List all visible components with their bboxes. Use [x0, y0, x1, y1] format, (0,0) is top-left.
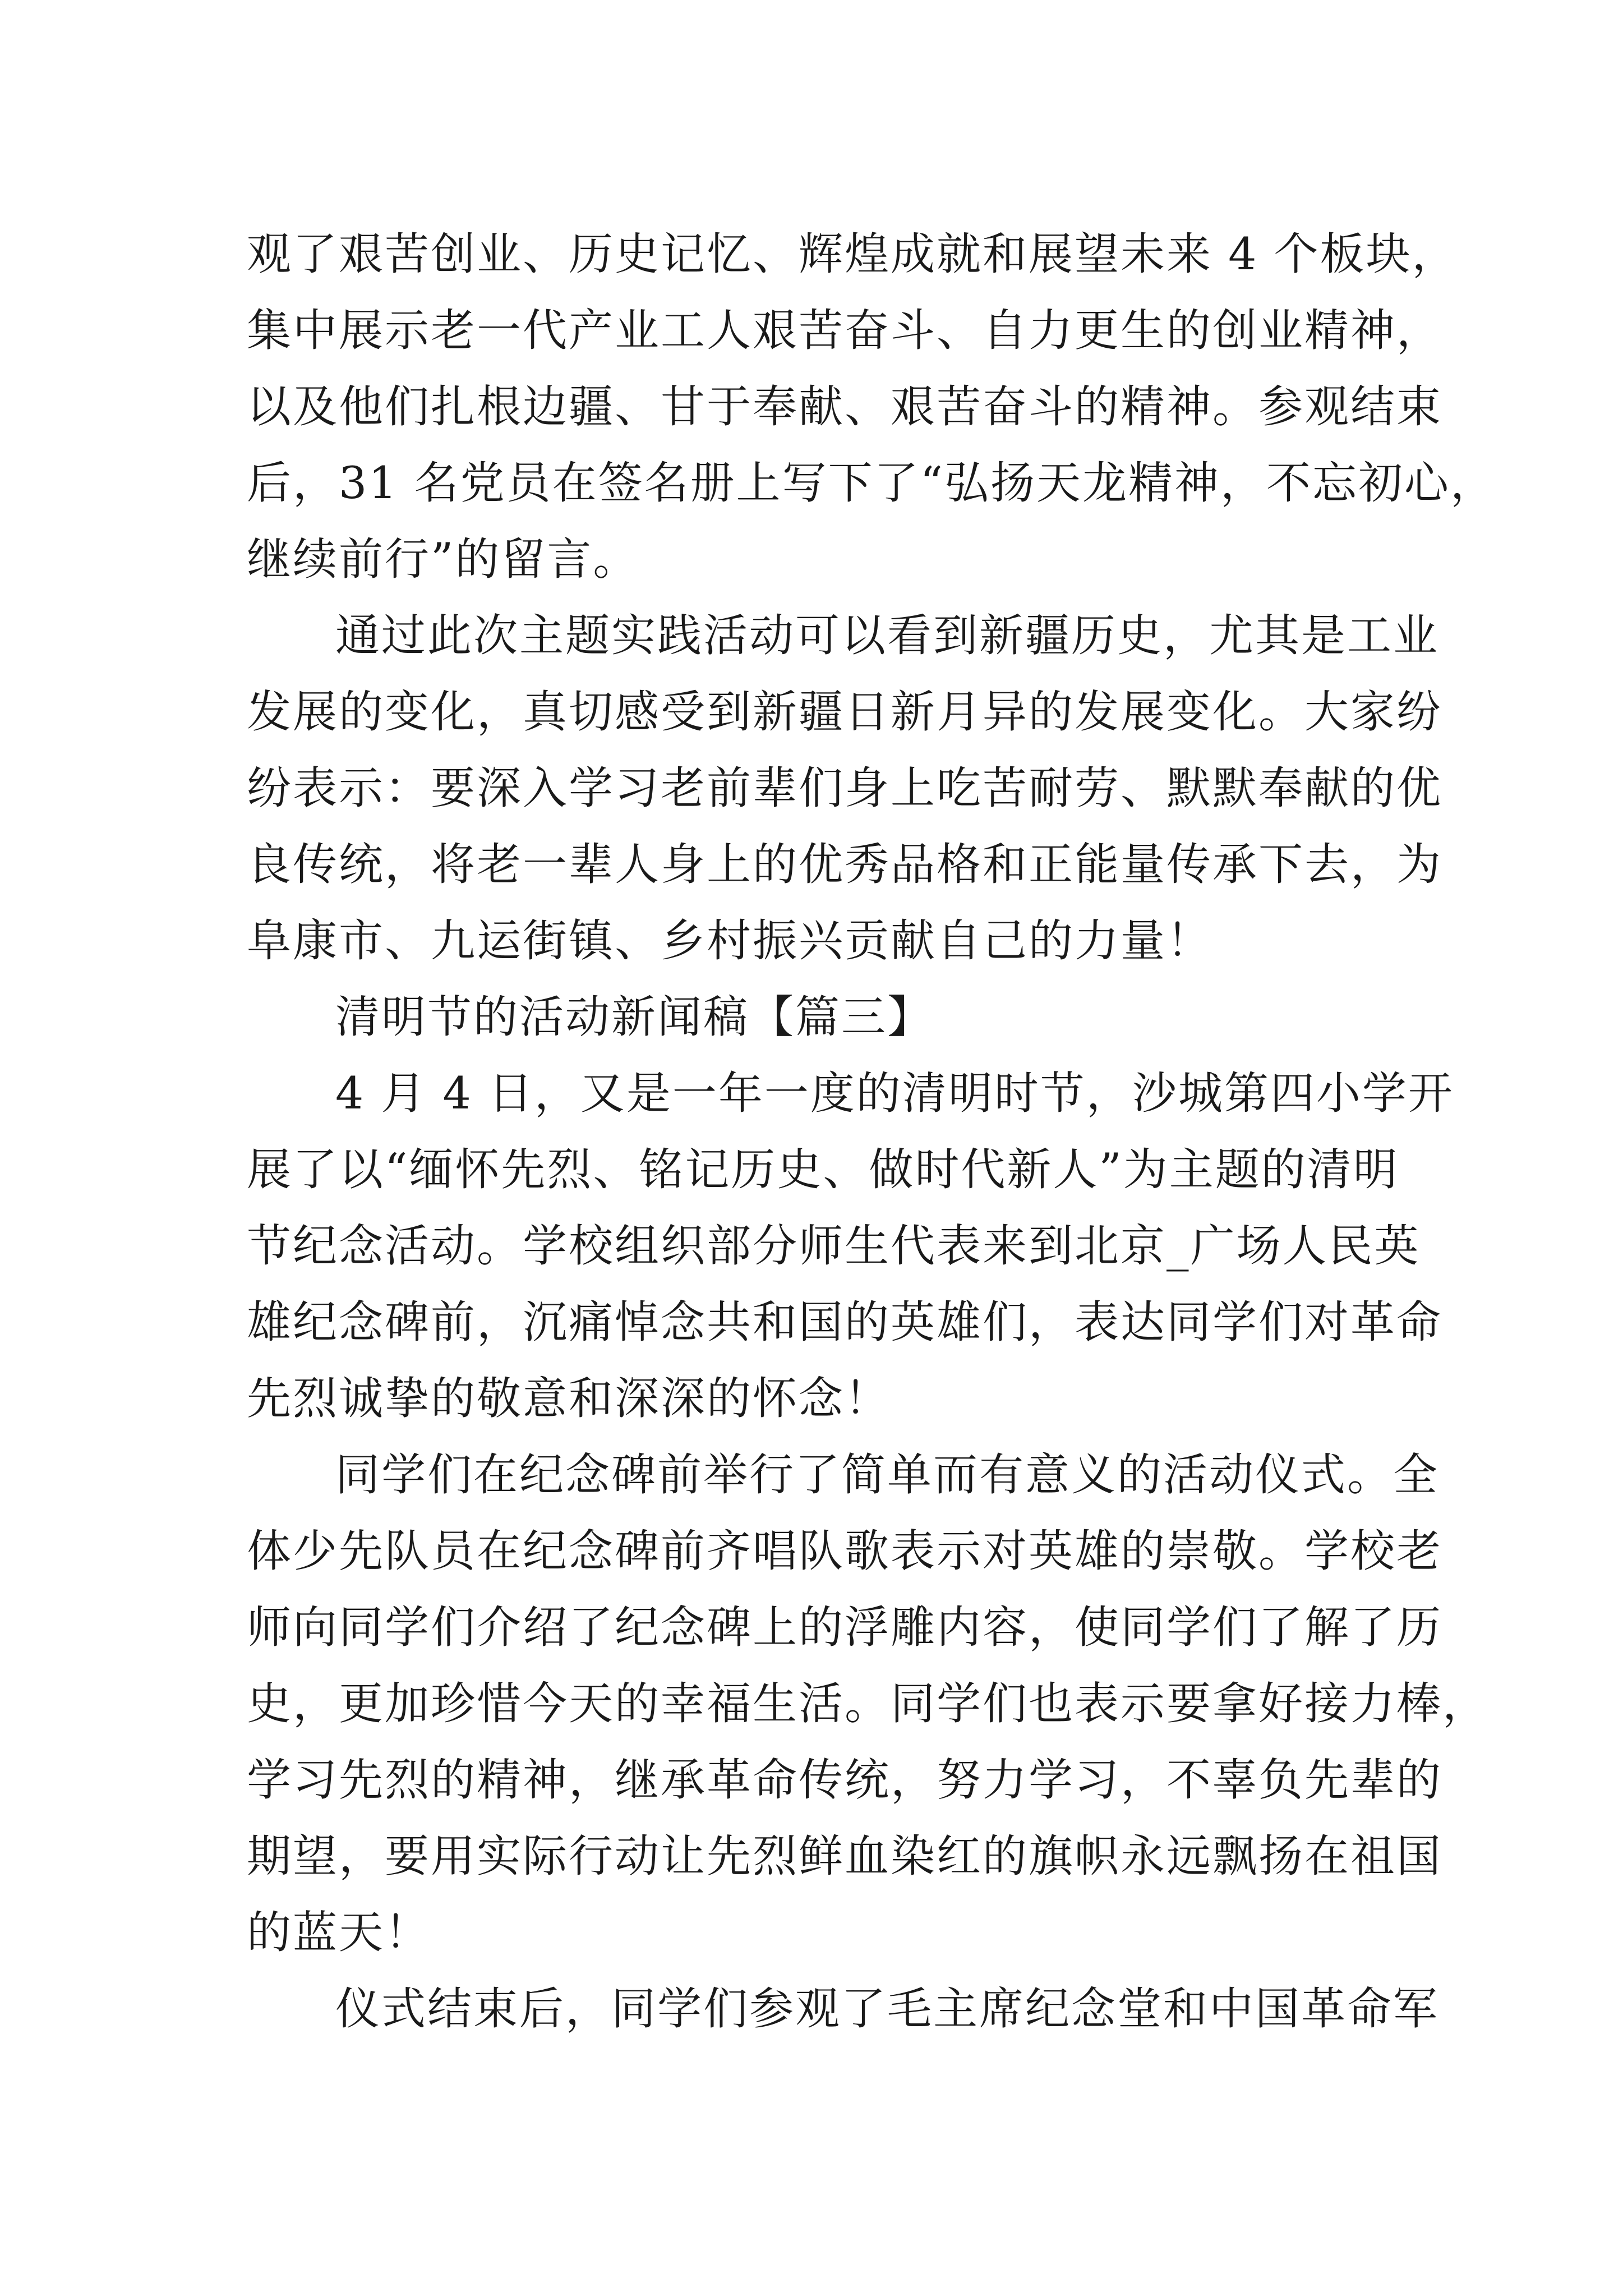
paragraph-line: 集中展示老一代产业工人艰苦奋斗、自力更生的创业精神，	[247, 305, 1442, 356]
paragraph-line: 史，更加珍惜今天的幸福生活。同学们也表示要拿好接力棒，	[247, 1678, 1488, 1729]
paragraph-line: 发展的变化，真切感受到新疆日新月异的发展变化。大家纷	[247, 686, 1442, 738]
paragraph-line: 良传统，将老一辈人身上的优秀品格和正能量传承下去，为	[247, 839, 1442, 890]
paragraph-line: 阜康市、九运街镇、乡村振兴贡献自己的力量！	[247, 915, 1212, 967]
paragraph-line: 期望，要用实际行动让先烈鲜血染红的旗帜永远飘扬在祖国	[247, 1830, 1442, 1882]
section-heading: 清明节的活动新闻稿【篇三】	[335, 991, 933, 1043]
paragraph-first-line: 仪式结束后，同学们参观了毛主席纪念堂和中国革命军	[335, 1983, 1439, 2035]
paragraph-line: 展了以“缅怀先烈、铭记历史、做时代新人”为主题的清明	[247, 1144, 1399, 1195]
paragraph-line: 节纪念活动。学校组织部分师生代表来到北京_广场人民英	[247, 1220, 1421, 1272]
paragraph-line: 观了艰苦创业、历史记忆、辉煌成就和展望未来 4 个板块，	[247, 228, 1458, 280]
paragraph-line: 师向同学们介绍了纪念碑上的浮雕内容，使同学们了解了历	[247, 1602, 1442, 1653]
paragraph-line: 纷表示：要深入学习老前辈们身上吃苦耐劳、默默奉献的优	[247, 762, 1442, 814]
paragraph-first-line: 同学们在纪念碑前举行了简单而有意义的活动仪式。全	[335, 1449, 1439, 1501]
paragraph-line: 学习先烈的精神，继承革命传统，努力学习，不辜负先辈的	[247, 1754, 1442, 1806]
paragraph-line: 雄纪念碑前，沉痛悼念共和国的英雄们，表达同学们对革命	[247, 1296, 1442, 1348]
paragraph-line: 以及他们扎根边疆、甘于奉献、艰苦奋斗的精神。参观结束	[247, 381, 1442, 432]
paragraph-line: 继续前行”的留言。	[247, 533, 639, 585]
paragraph-first-line: 通过此次主题实践活动可以看到新疆历史，尤其是工业	[335, 610, 1439, 661]
paragraph-first-line: 4 月 4 日，又是一年一度的清明时节，沙城第四小学开	[335, 1068, 1454, 1119]
paragraph-line: 的蓝天！	[247, 1907, 431, 1958]
paragraph-line: 先烈诚挚的敬意和深深的怀念！	[247, 1373, 891, 1424]
paragraph-line: 后，31 名党员在签名册上写下了“弘扬天龙精神，不忘初心，	[247, 457, 1497, 509]
article-body	[247, 216, 1497, 2047]
paragraph-line: 体少先队员在纪念碑前齐唱队歌表示对英雄的崇敬。学校老	[247, 1525, 1442, 1577]
